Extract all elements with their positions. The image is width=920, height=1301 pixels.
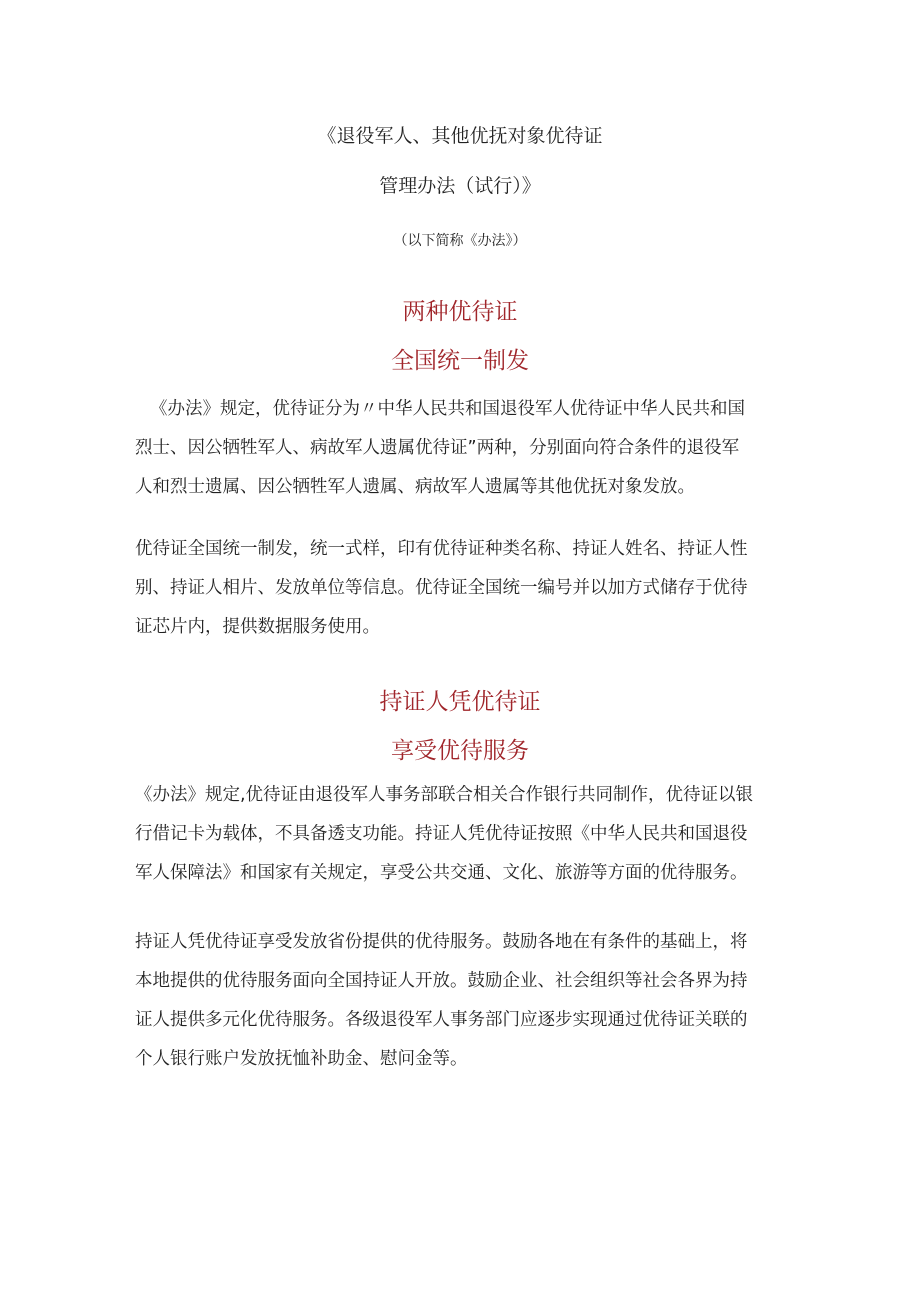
- paragraph-line: 证人提供多元化优待服务。各级退役军人事务部门应逐步实现通过优待证关联的: [135, 1010, 748, 1030]
- paragraph-line: 证芯片内，提供数据服务使用。: [135, 617, 380, 637]
- paragraph-line: 人和烈士遗属、因公牺牲军人遗属、病故军人遗属等其他优抚对象发放。: [135, 477, 695, 497]
- section-1-paragraph-1: [150, 390, 785, 429]
- paragraph-line: 本地提供的优待服务面向全国持证人开放。鼓励企业、社会组织等社会各界为持: [135, 971, 748, 991]
- section-1-paragraph-2: [135, 530, 785, 647]
- paragraph-line: 《办法》规定，优待证分为〃中华人民共和国退役军人优待证中华人民共和国: [150, 399, 745, 419]
- section-1-paragraph-1-cont: [135, 429, 785, 507]
- paragraph-line: 《办法》规定,优待证由退役军人事务部联合相关合作银行共同制作，优待证以银: [135, 785, 754, 805]
- paragraph-line: 别、持证人相片、发放单位等信息。优待证全国统一编号并以加方式储存于优待: [135, 578, 748, 598]
- section-2-heading-1: 持证人凭优待证: [379, 689, 541, 715]
- section-1-heading-2: 全国统一制发: [391, 348, 529, 374]
- document-title-note: （以下简称《办法》）: [393, 233, 527, 249]
- paragraph-line: 烈士、因公牺牲军人、病故军人遗属优待证”两种，分别面向符合条件的退役军: [135, 438, 740, 458]
- paragraph-line: 军人保障法》和国家有关规定，享受公共交通、文化、旅游等方面的优待服务。: [135, 863, 748, 883]
- section-2-paragraph-2: [135, 923, 785, 1079]
- document-title-line-1: 《退役军人、其他优抚对象优待证: [317, 125, 603, 147]
- paragraph-line: 个人银行账户发放抚恤补助金、慰问金等。: [135, 1049, 468, 1069]
- section-2-paragraph-1: [135, 776, 795, 893]
- section-2-heading-2: 享受优待服务: [391, 738, 529, 764]
- section-1-heading-1: 两种优待证: [402, 299, 518, 325]
- paragraph-line: 行借记卡为载体，不具备透支功能。持证人凭优待证按照《中华人民共和国退役: [135, 824, 748, 844]
- document-title-line-2: 管理办法（试行）》: [379, 175, 541, 197]
- paragraph-line: 持证人凭优待证享受发放省份提供的优待服务。鼓励各地在有条件的基础上，将: [135, 932, 748, 952]
- paragraph-line: 优待证全国统一制发，统一式样，印有优待证种类名称、持证人姓名、持证人性: [135, 539, 748, 559]
